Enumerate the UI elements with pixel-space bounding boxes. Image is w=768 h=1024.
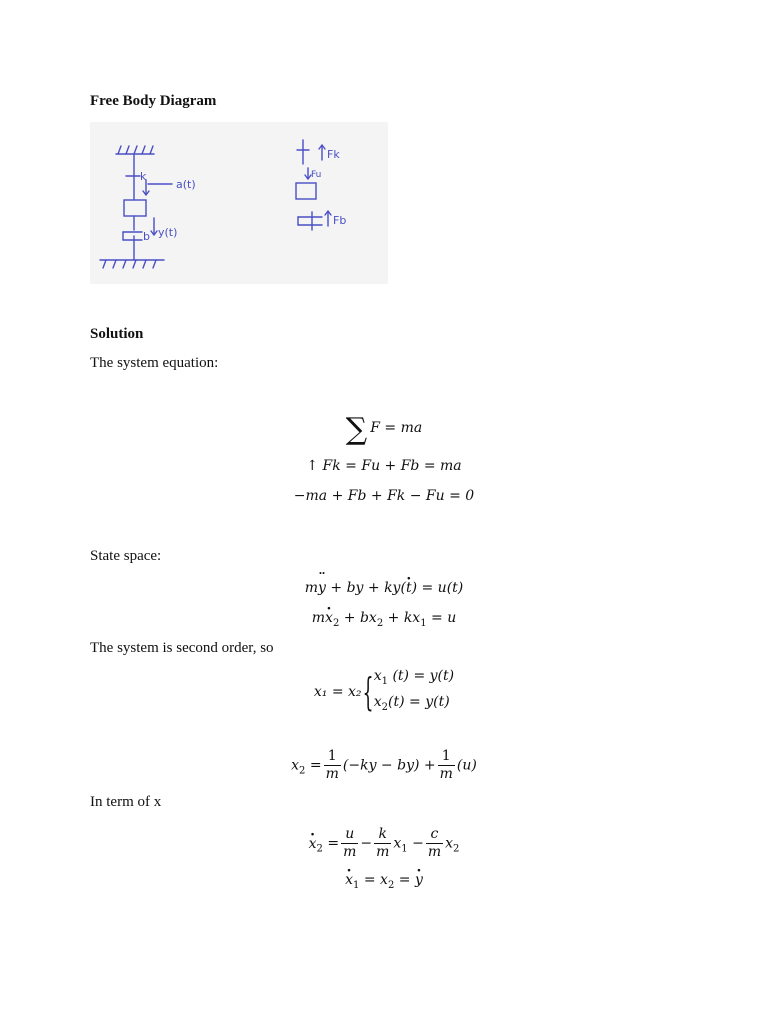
text-system-equation: The system equation: xyxy=(90,355,219,371)
sigma-symbol: ∑ xyxy=(345,412,368,447)
equation-x1-x2: $x_1 = x_2\{x_1$ (t) = y(t) $x_2(t) = y(t)$ xyxy=(313,668,455,714)
label-b: b xyxy=(143,230,150,243)
text-in-term-of: In term of x xyxy=(90,794,162,810)
equation-balance xyxy=(0,488,768,504)
equation-x2-dot: $x \cdot_2$ = $\frac{u}{m}$ − $\frac{k}{m}$ $x_1$ − $\frac{c}{m}$ $x_2$ xyxy=(0,826,768,861)
brace-symbol: { xyxy=(362,669,374,714)
equation-x1-dot: $x \cdot_1 = x_2 = y$ · xyxy=(0,872,768,891)
equation-state-1: my ¨ + by + ky(t ·) = u(t) xyxy=(0,580,768,596)
eq-balance: −ma + Fb + Fk − Fu = 0 xyxy=(293,488,475,504)
equation-x2: $x_2$ = $\frac{1}{m}$ (−ky − by) + $\frac{1}{m}$ (u) xyxy=(291,748,477,782)
equation-fk xyxy=(0,458,768,474)
free-body-diagram-image xyxy=(90,122,388,284)
label-fk: Fk xyxy=(327,148,340,161)
eq-x1-eq-x2: x₁ = x₂ xyxy=(313,683,362,700)
label-k: k xyxy=(140,170,147,183)
mass-block xyxy=(124,200,146,216)
label-a: a(t) xyxy=(176,178,196,191)
label-fb: Fb xyxy=(333,214,347,227)
heading-free-body-diagram: Free Body Diagram xyxy=(90,93,217,109)
label-y: y(t) xyxy=(158,226,178,239)
heading-solution: Solution xyxy=(90,326,144,342)
text-second-order: The system is second order, so xyxy=(90,640,274,656)
up-arrow-icon: ↑ xyxy=(306,458,319,474)
label-fu: Fu xyxy=(311,170,322,180)
eq-sum-rhs: F = ma xyxy=(370,420,423,436)
fbd-mass-block xyxy=(296,183,316,199)
text-state-space: State space: xyxy=(90,548,162,564)
equation-sum-forces xyxy=(0,412,768,447)
eq-fk-line: Fk = Fu + Fb = ma xyxy=(322,458,462,474)
eq-state-u: u(t) xyxy=(437,580,464,596)
equation-state-2: mx $\cdot_2 + bx_2 + kx_1 = u$ xyxy=(0,610,768,629)
